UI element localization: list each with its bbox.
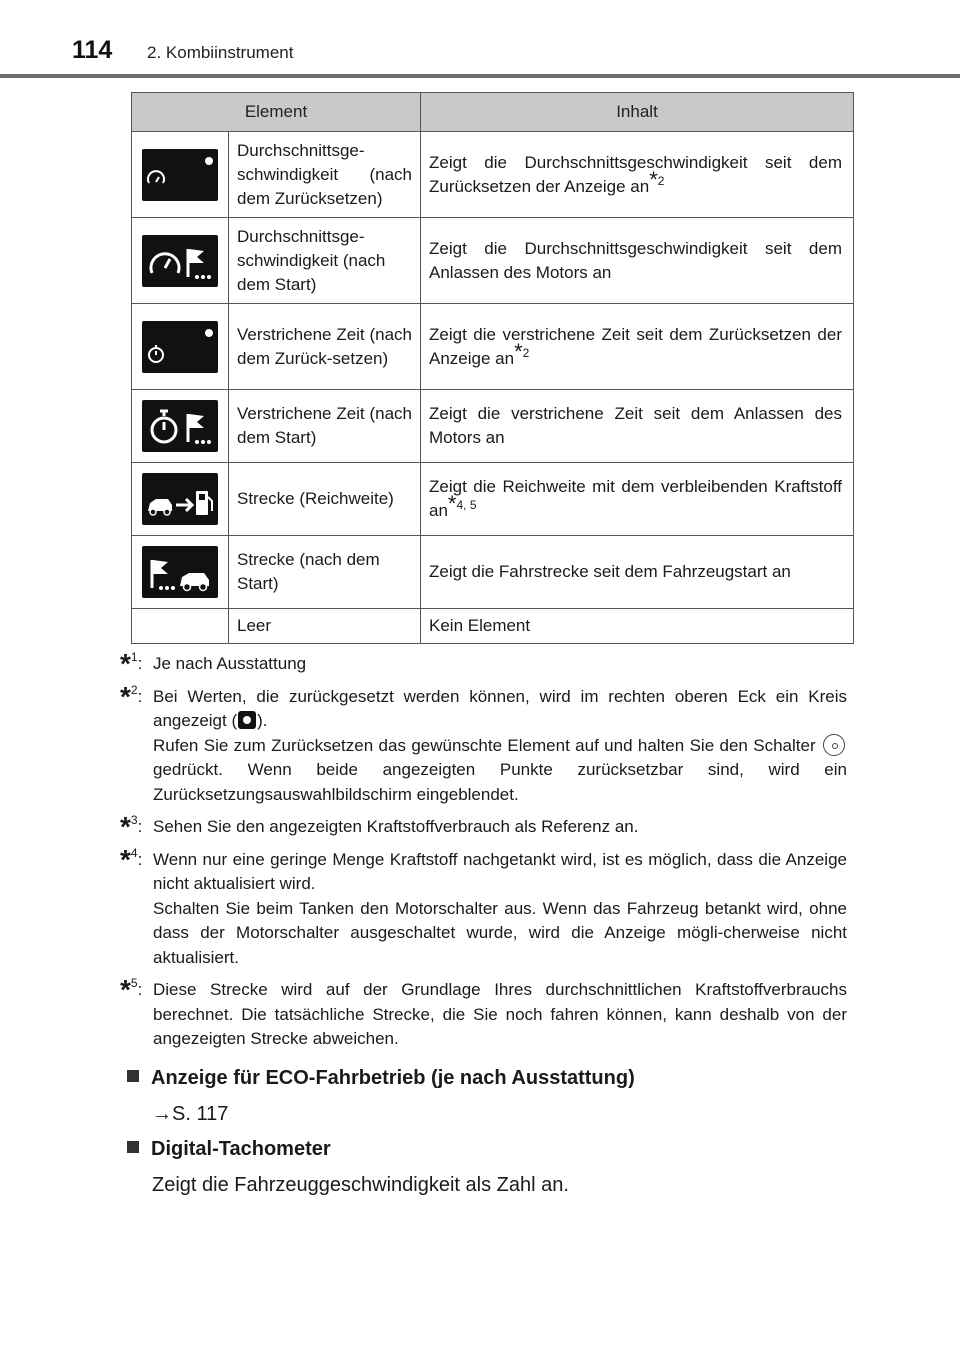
element-description: Kein Element xyxy=(421,609,854,644)
table-row xyxy=(132,463,854,536)
table-row xyxy=(132,132,854,218)
table-row xyxy=(132,304,854,390)
element-label: Verstrichene Zeit (nach dem Zurück-setzen) xyxy=(229,304,421,390)
element-label: Strecke (Reichweite) xyxy=(229,463,421,536)
driving-range-icon xyxy=(142,473,218,525)
meter-switch-icon xyxy=(823,734,845,756)
footnote: *$^3$: Sehen Sie den angezeigten Kraftstoffverbrauch als Referenz an. xyxy=(120,811,639,842)
element-description: Zeigt die Durchschnittsgeschwindigkeit seit dem Zurücksetzen der Anzeige $an^{*2}$ xyxy=(421,132,854,218)
display-items-table xyxy=(131,92,854,644)
square-bullet-icon xyxy=(127,1070,139,1082)
table-row xyxy=(132,536,854,609)
average-speed-reset-icon xyxy=(142,149,218,201)
element-description: Zeigt die Durchschnittsgeschwindigkeit seit dem Anlassen des Motors an xyxy=(421,218,854,304)
section-heading-tachometer: Digital-Tachometer xyxy=(127,1138,331,1161)
average-speed-start-icon xyxy=(142,235,218,287)
element-label: Durchschnittsge-schwindigkeit (nach dem Zurücksetzen) xyxy=(229,132,421,218)
footnote: *$^1$: Je nach Ausstattung xyxy=(120,648,307,679)
column-header-element: Element xyxy=(132,93,421,132)
page-number: 114 xyxy=(72,36,113,64)
elapsed-time-reset-icon xyxy=(142,321,218,373)
element-label: Verstrichene Zeit (nach dem Start) xyxy=(229,390,421,463)
elapsed-time-start-icon xyxy=(142,400,218,452)
column-header-content: Inhalt xyxy=(421,93,854,132)
table-row xyxy=(132,609,854,644)
element-label: Durchschnittsge-schwindigkeit (nach dem Start) xyxy=(229,218,421,304)
header-rule xyxy=(0,74,960,78)
reset-circle-icon xyxy=(238,711,256,729)
element-description: Zeigt die Fahrstrecke seit dem Fahrzeugstart an xyxy=(421,536,854,609)
footnotes xyxy=(120,648,847,1060)
section-body-eco: →S. 117 xyxy=(152,1103,229,1125)
footnote: *$^4$: Wenn nur eine geringe Menge Kraftstoff nachgetankt wird, ist es möglich, dass die Anzeige nicht aktualisiert wird. Schalten Sie beim Tanken den Motorschalter aus. Wenn das Fahrzeug betankt wird, ohne dass der Motorschalter ausgeschaltet wurde, wird die Anzeige mögli-cherweise nicht aktualisiert. xyxy=(120,843,847,967)
section-heading-eco: Anzeige für ECO-Fahrbetrieb (je nach Ausstattung) xyxy=(127,1067,635,1090)
element-description: Zeigt die verstrichene Zeit seit dem Anlassen des Motors an xyxy=(421,390,854,463)
footnote: *$^5$: Diese Strecke wird auf der Grundlage Ihres durchschnittlichen Kraftstoffverbrauchs berechnet. Die tatsächliche Strecke, die Sie noch fahren können, kann deshalb von der angezeigten Strecke abweichen. xyxy=(120,974,847,1048)
element-label: Strecke (nach dem Start) xyxy=(229,536,421,609)
section-body-tachometer: Zeigt die Fahrzeuggeschwindigkeit als Zahl an. xyxy=(152,1174,569,1196)
distance-start-icon xyxy=(142,546,218,598)
table-row xyxy=(132,390,854,463)
footnote: *$^2$: Bei Werten, die zurückgesetzt werden können, wird im rechten oberen Eck ein Kreis angezeigt ( ). Rufen Sie zum Zurücksetzen das gewünschte Element auf und halten Sie den Schalter gedrückt. Wenn beide angezeigten Punkte zurücksetzbar sind, wird ein Zurücksetzungsauswahlbildschirm eingeblendet. xyxy=(120,680,847,804)
square-bullet-icon xyxy=(127,1141,139,1153)
element-label: Leer xyxy=(229,609,421,644)
table-header-row xyxy=(132,93,854,132)
element-description: Zeigt die verstrichene Zeit seit dem Zurücksetzen der Anzeige $an^{*2}$ xyxy=(421,304,854,390)
table-row xyxy=(132,218,854,304)
element-description: Zeigt die Reichweite mit dem verbleibenden Kraftstoff an$^{*4, 5}$ xyxy=(421,463,854,536)
chapter-title: 2. Kombiinstrument xyxy=(147,43,294,62)
